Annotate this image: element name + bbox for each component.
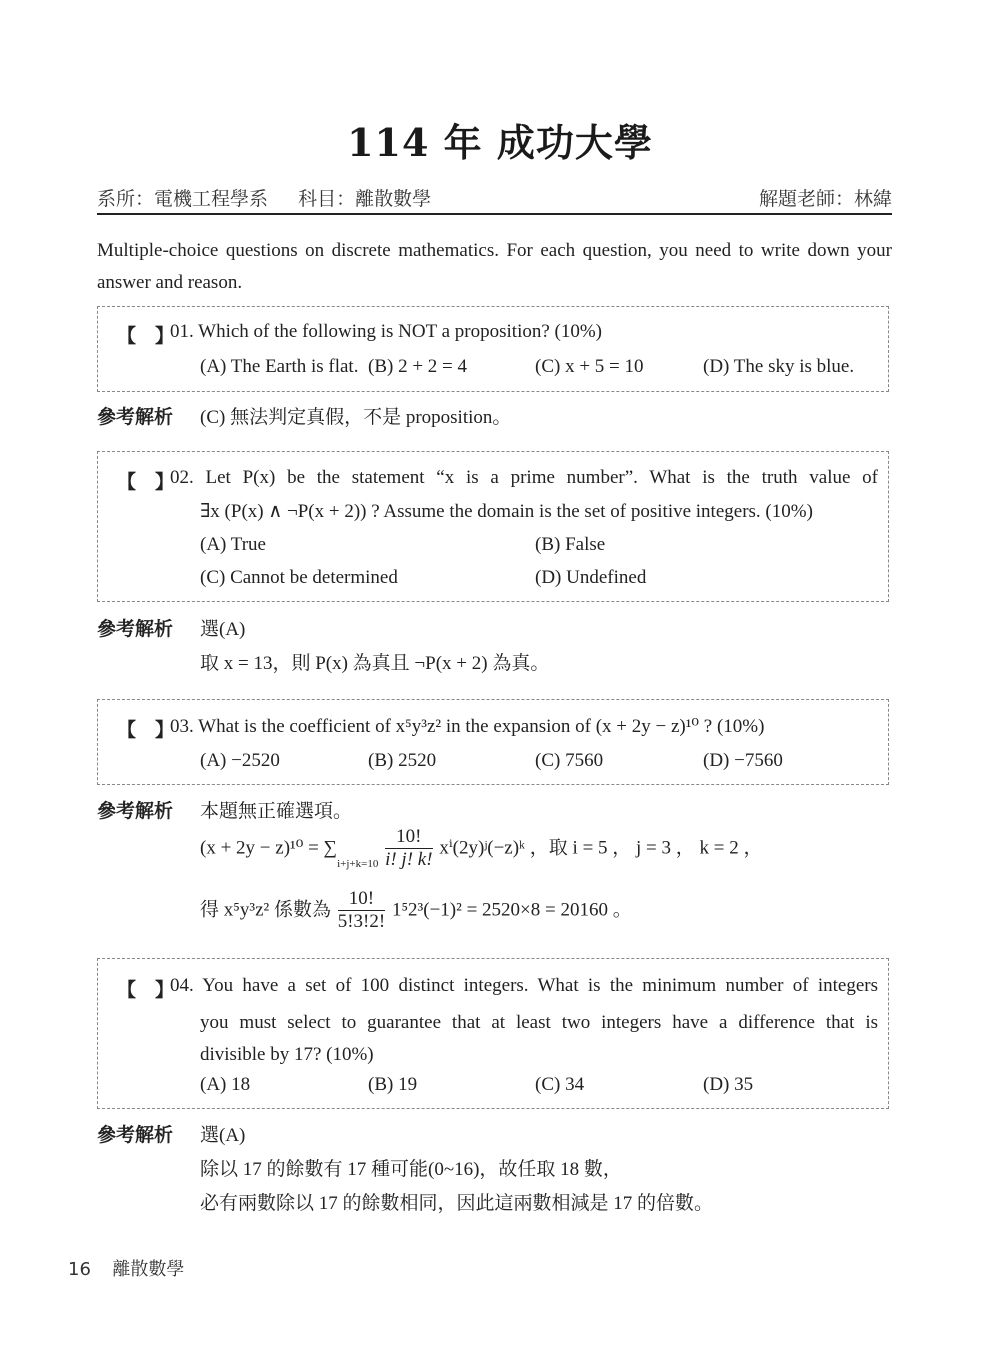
formula-left: (x + 2y − z)¹⁰ = ∑ <box>200 837 338 859</box>
question-2-stem-line2: ∃x (P(x) ∧ ¬P(x + 2)) ? Assume the domain is the set of positive integers. (10%) <box>200 501 813 522</box>
answer-bracket-1: 【 】 <box>117 325 175 347</box>
q2-option-a: (A) True <box>200 534 266 555</box>
question-box-3 <box>97 699 889 785</box>
q4-answer-choice: 選(A) <box>200 1125 246 1146</box>
department-subject <box>97 184 431 211</box>
q4-answer-reason-1: 除以 17 的餘數有 17 種可能(0~16)，故任取 18 數， <box>200 1159 622 1180</box>
department-label: 系所：電機工程學系 <box>97 188 269 210</box>
question-1-stem: 01. Which of the following is NOT a proposition? (10%) <box>170 321 603 342</box>
q3-option-d: (D) −7560 <box>703 750 783 771</box>
q3-option-a: (A) −2520 <box>200 750 280 771</box>
coefficient-left: 得 x⁵y³z² 係數為 <box>200 899 331 921</box>
answer-bracket-4: 【 】 <box>117 979 175 1001</box>
question-4-stem-line1: 04. You have a set of 100 distinct integers. What is the minimum number of integers <box>170 975 878 996</box>
q1-option-a: (A) The Earth is flat. <box>200 356 359 377</box>
q4-option-b: (B) 19 <box>368 1074 418 1095</box>
question-3-stem: 03. What is the coefficient of x⁵y³z² in the expansion of (x + 2y − z)¹⁰ ? (10%) <box>170 716 765 737</box>
formula-denominator: i! j! k! <box>385 849 433 870</box>
page-footer <box>68 1255 184 1281</box>
question-4-stem-line2: you must select to guarantee that at least two integers have a difference that is <box>200 1012 878 1033</box>
q2-option-d: (D) Undefined <box>535 567 647 588</box>
question-4-stem-line3: divisible by 17? (10%) <box>200 1044 374 1065</box>
answer-label-2: 參考解析 <box>97 618 174 640</box>
q3-option-c: (C) 7560 <box>535 750 604 771</box>
subject-label: 科目：離散數學 <box>298 188 432 210</box>
q1-option-c: (C) x + 5 = 10 <box>535 356 644 377</box>
coefficient-fraction <box>338 888 385 933</box>
q2-option-c: (C) Cannot be determined <box>200 567 398 588</box>
coefficient-numerator: 10! <box>338 888 385 911</box>
q2-answer-reason: 取 x = 13，則 P(x) 為真且 ¬P(x + 2) 為真。 <box>200 653 550 674</box>
answer-bracket-3: 【 】 <box>117 719 175 741</box>
q1-answer: (C) 無法判定真假，不是 proposition。 <box>200 407 512 428</box>
q2-option-b: (B) False <box>535 534 606 555</box>
intro-text: Multiple-choice questions on discrete mathematics. For each question, you need to write down your answer and reason. <box>97 240 892 293</box>
formula-right: xⁱ(2y)ʲ(−z)ᵏ ，取 i = 5 ， j = 3 ， k = 2 ， <box>439 837 763 859</box>
coefficient-right: 1⁵2³(−1)² = 2520×8 = 20160 。 <box>391 899 632 921</box>
q3-option-b: (B) 2520 <box>368 750 437 771</box>
answer-bracket-2: 【 】 <box>117 471 175 493</box>
answer-label-4: 參考解析 <box>97 1124 174 1146</box>
q1-option-d: (D) The sky is blue. <box>703 356 855 377</box>
q3-multinomial-formula <box>200 826 763 875</box>
header-divider <box>97 213 892 215</box>
q3-answer-note: 本題無正確選項。 <box>200 801 353 822</box>
question-box-1 <box>97 306 889 392</box>
answer-label-3: 參考解析 <box>97 800 174 822</box>
q4-answer-reason-2: 必有兩數除以 17 的餘數相同，因此這兩數相減是 17 的倍數。 <box>200 1193 714 1214</box>
formula-fraction <box>385 826 432 871</box>
page-number: 16 <box>68 1259 91 1280</box>
q4-option-a: (A) 18 <box>200 1074 251 1095</box>
q4-option-d: (D) 35 <box>703 1074 754 1095</box>
q2-answer-choice: 選(A) <box>200 619 246 640</box>
question-2-stem-line1: 02. Let P(x) be the statement “x is a prime number”. What is the truth value of <box>170 467 878 488</box>
page-title: 114 年 成功大學 <box>347 120 653 165</box>
answer-label-1: 參考解析 <box>97 406 174 428</box>
q4-option-c: (C) 34 <box>535 1074 585 1095</box>
formula-numerator: 10! <box>385 826 432 849</box>
q3-coefficient-line <box>200 888 632 933</box>
q1-option-b: (B) 2 + 2 = 4 <box>368 356 468 377</box>
formula-subscript: i+j+k=10 <box>337 857 379 870</box>
book-title: 離散數學 <box>112 1259 185 1280</box>
coefficient-denominator: 5!3!2! <box>337 911 386 932</box>
teacher-label: 解題老師：林緯 <box>758 188 892 210</box>
